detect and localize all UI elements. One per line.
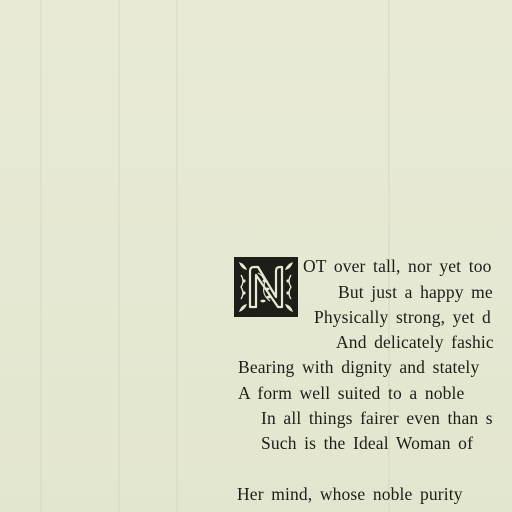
poem-line: And delicately fashic bbox=[336, 332, 494, 352]
ornamental-drop-cap bbox=[234, 257, 298, 317]
poem-line: But just a happy me bbox=[338, 282, 493, 302]
poem-line: In all things fairer even than s bbox=[261, 408, 493, 428]
poem-line: A form well suited to a noble bbox=[238, 383, 465, 403]
poem-line: Such is the Ideal Woman of bbox=[261, 433, 474, 453]
poem-line: Physically strong, yet d bbox=[314, 307, 491, 327]
drop-cap-letter: N bbox=[265, 310, 267, 312]
poem-line: OT over tall, nor yet too bbox=[303, 256, 492, 276]
poem-line: Bearing with dignity and stately bbox=[238, 357, 480, 377]
poem-line: Her mind, whose noble purity bbox=[237, 484, 463, 504]
drop-cap-ornament bbox=[236, 259, 296, 315]
